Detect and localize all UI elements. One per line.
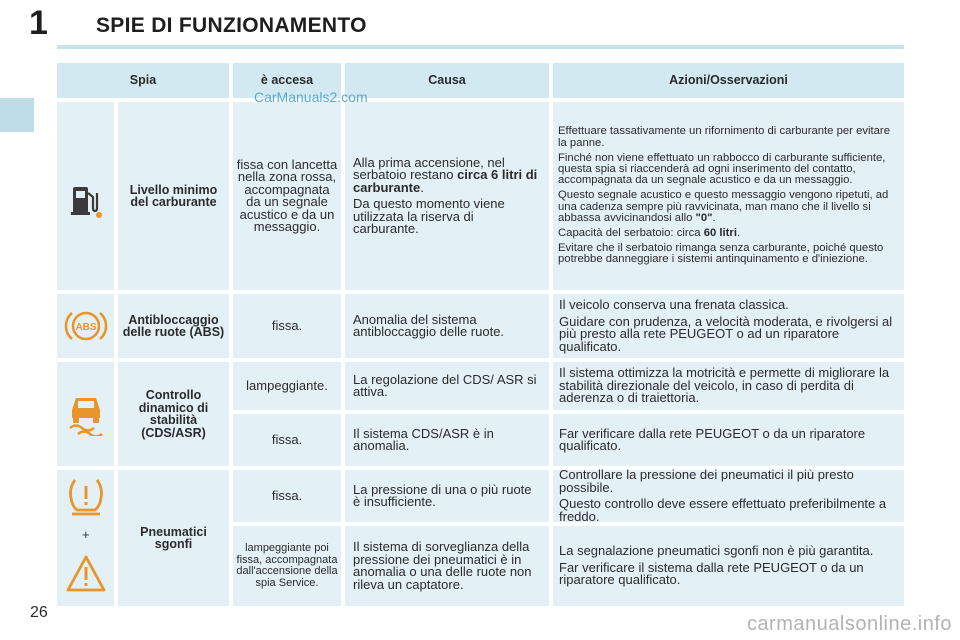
- esp-blinking-causa: [345, 362, 549, 410]
- title-divider: [57, 45, 904, 49]
- fuel-causa-reserve: Da questo momento viene utilizzata la riserva di carburante.: [353, 196, 505, 236]
- abs-azioni-2: Guidare con prudenza, a velocità moderata, e rivolgersi al più presto alla rete PEUGEOT o ad un riparatore qualificato.: [559, 313, 893, 354]
- fuel-causa-bold: circa 6 litri di carburante: [353, 167, 538, 195]
- abs-causa: [345, 294, 549, 358]
- fuel-azioni-3: [558, 190, 899, 224]
- fuel-azioni-4-text: Capacità del serbatoio: circa: [558, 227, 704, 239]
- stability-control-icon: [67, 392, 105, 436]
- abs-accesa: fissa.: [233, 294, 341, 358]
- esp-blinking-accesa: lampeggiante.: [233, 362, 341, 410]
- col-header-spia: Spia: [57, 63, 229, 98]
- tyre-blinking-azioni-2: Far verificare il sistema dalla rete PEUGEOT o da un riparatore qualificato.: [559, 559, 864, 588]
- icon-combination-plus: +: [82, 527, 90, 542]
- fuel-azioni-4-end: .: [736, 227, 741, 239]
- fuel-azioni-3-end: .: [712, 211, 716, 224]
- fuel-azioni: [553, 102, 904, 290]
- esp-fixed-causa: [345, 414, 549, 466]
- chapter-side-tab: [0, 98, 34, 132]
- esp-blinking-azioni-text: Il sistema ottimizza la motricità e permette di migliorare la stabilità direzionale del veicolo, in caso di perdita di aderenza o di traiettoria.: [559, 365, 890, 406]
- col-header-azioni: Azioni/Osservazioni: [553, 63, 904, 98]
- fuel-azioni-5: Evitare che il serbatoio rimanga senza carburante, poiché questo potrebbe danneggiare i sistemi antinquinamento e d'iniezione.: [558, 242, 884, 266]
- fuel-azioni-1: Effettuare tassativamente un rifornimento di carburante per evitare la panne.: [558, 125, 890, 149]
- tyre-blinking-causa-text: Il sistema di sorveglianza della pressione dei pneumatici è in anomalia o una delle ruote non rileva un captatore.: [353, 539, 532, 592]
- fuel-azioni-2: Finché non viene effettuato un rabbocco di carburante sufficiente, questa spia si riaccenderà ad ogni inserimento del contatto, accompagnata da un segnale acustico e da un messaggio.: [558, 151, 886, 187]
- tyre-fixed-accesa: fissa.: [233, 470, 341, 522]
- tyre-blinking-causa: [345, 526, 549, 606]
- watermark-top: CarManuals2.com: [254, 89, 368, 105]
- esp-fixed-azioni: [553, 414, 904, 466]
- fuel-pump-icon: [67, 180, 107, 220]
- col-header-accesa: è accesa: [233, 63, 341, 98]
- esp-fixed-causa-text: Il sistema CDS/ASR è in anomalia.: [353, 425, 494, 453]
- tyre-fixed-causa: [345, 470, 549, 522]
- fuel-azioni-4: [558, 228, 899, 239]
- fuel-causa-text: Alla prima accensione, nel serbatoio restano: [353, 154, 505, 182]
- esp-blinking-causa-text: La regolazione del CDS/ ASR si attiva.: [353, 371, 537, 399]
- tyre-fixed-azioni: [553, 467, 904, 524]
- esp-fixed-azioni-text: Far verificare dalla rete PEUGEOT o da un riparatore qualificato.: [559, 425, 866, 453]
- tyre-blinking-azioni-1: La segnalazione pneumatici sgonfi non è più garantita.: [559, 543, 874, 559]
- tyre-blinking-accesa: lampeggiante poi fissa, accompagnata dall'accensione della spia Service.: [233, 526, 341, 606]
- page-title: SPIE DI FUNZIONAMENTO: [96, 14, 367, 37]
- page-number: 26: [30, 604, 48, 621]
- abs-warning-icon: [64, 308, 108, 344]
- fuel-causa-end: .: [420, 179, 424, 195]
- tyre-fixed-azioni-2: Questo controllo deve essere effettuato preferibilmente a freddo.: [559, 496, 887, 524]
- esp-icon-cell: [57, 362, 114, 466]
- fuel-causa: [345, 102, 549, 290]
- tyre-pressure-warning-icon: [66, 476, 106, 516]
- fuel-icon-cell: [57, 102, 114, 290]
- fuel-accesa: fissa con lancetta nella zona rossa, accompagnata da un segnale acustico e da un messaggio.: [233, 102, 341, 290]
- fuel-light-name: Livello minimo del carburante: [118, 102, 229, 290]
- chapter-number: 1: [29, 4, 48, 42]
- esp-light-name: Controllo dinamico di stabilità (CDS/ASR): [118, 362, 229, 466]
- abs-azioni-1: Il veicolo conserva una frenata classica.: [559, 297, 789, 312]
- abs-icon-cell: [57, 294, 114, 358]
- abs-causa-text: Anomalia del sistema antibloccaggio delle ruote.: [353, 311, 505, 339]
- esp-blinking-azioni: [553, 362, 904, 410]
- tyre-light-name: Pneumatici sgonfi: [118, 470, 229, 606]
- abs-azioni: [553, 294, 904, 358]
- tyre-icon-cell: [57, 470, 114, 606]
- tyre-blinking-azioni: [553, 526, 904, 606]
- abs-light-name: Antibloccaggio delle ruote (ABS): [118, 294, 229, 358]
- fuel-azioni-3-text: Questo segnale acustico e questo messaggio vengono ripetuti, ad una cadenza sempre più ravvicinata, man mano che il livello si abbassa avvicinandosi allo: [558, 189, 889, 224]
- watermark-bottom: carmanualsonline.info: [746, 613, 952, 635]
- col-header-causa: Causa: [345, 63, 549, 98]
- fuel-azioni-3-bold: "0": [695, 211, 713, 224]
- tyre-fixed-azioni-1: Controllare la pressione dei pneumatici il più presto possibile.: [559, 467, 854, 495]
- warning-triangle-icon: [65, 554, 107, 594]
- fuel-azioni-4-bold: 60 litri: [703, 227, 737, 239]
- esp-fixed-accesa: fissa.: [233, 414, 341, 466]
- tyre-fixed-causa-text: La pressione di una o più ruote è insufficiente.: [353, 481, 532, 509]
- svg-text:ABS: ABS: [75, 322, 97, 333]
